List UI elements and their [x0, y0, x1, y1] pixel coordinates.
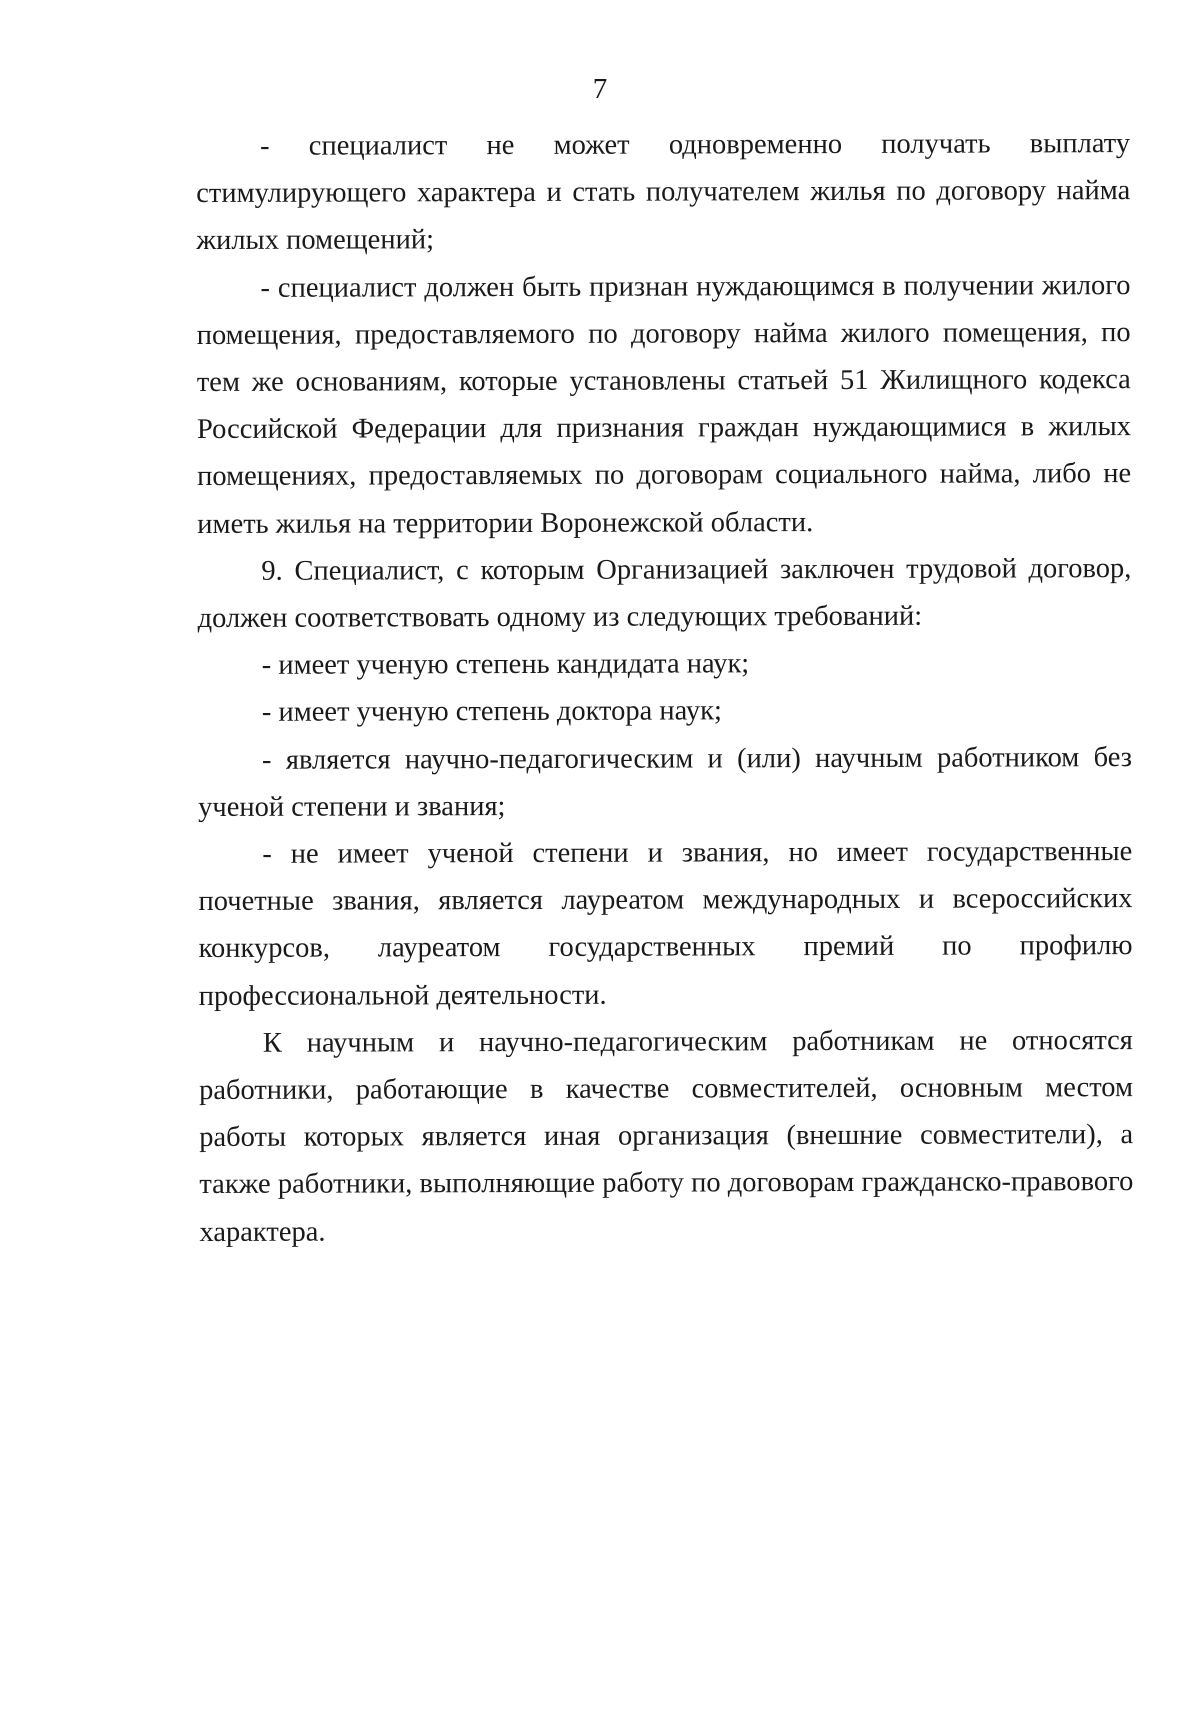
list-item-doctor-degree: - имеет ученую степень доктора наук;	[261, 695, 722, 729]
paragraph-no-simultaneous-payment: - специалист не может одновременно получать выплату стимулирующего характера и стать получателем жилья по договору найма жилых помещений;	[196, 128, 1131, 257]
page-number: 7	[592, 73, 608, 105]
document-body	[196, 120, 1134, 1256]
paragraph-housing-need: - специалист должен быть признан нуждающимся в получении жилого помещения, предоставляемого по договору найма жилого помещения, по тем же основаниям, которые установлены статьей 51 Жилищного кодекса Российской Федерации для признания граждан нуждающимися в жилых помещениях, предоставляемых по договорам социального найма, либо не иметь жилья на территории Воронежской области.	[196, 269, 1132, 540]
paragraph-exclusions: К научным и научно-педагогическим работникам не относятся работники, работающие в качестве совместителей, основным местом работы которых является иная организация (внешние совместители), а также работники, выполняющие работу по договорам гражданско-правового характера.	[198, 1024, 1134, 1248]
list-item-no-degree-worker: - является научно-педагогическим и (или) научным работником без ученой степени и звания;	[198, 741, 1133, 823]
paragraph-section-9: 9. Специалист, с которым Организацией заключен трудовой договор, должен соответствовать одному из следующих требований:	[197, 552, 1132, 635]
list-item-candidate-degree: - имеет ученую степень кандидата наук;	[261, 648, 750, 682]
list-item-honorary-titles: - не имеет ученой степени и звания, но имеет государственные почетные звания, является лауреатом международных и всероссийских конкурсов, лауреатом государственных премий по профилю профессиональной деятельности.	[198, 836, 1133, 1012]
